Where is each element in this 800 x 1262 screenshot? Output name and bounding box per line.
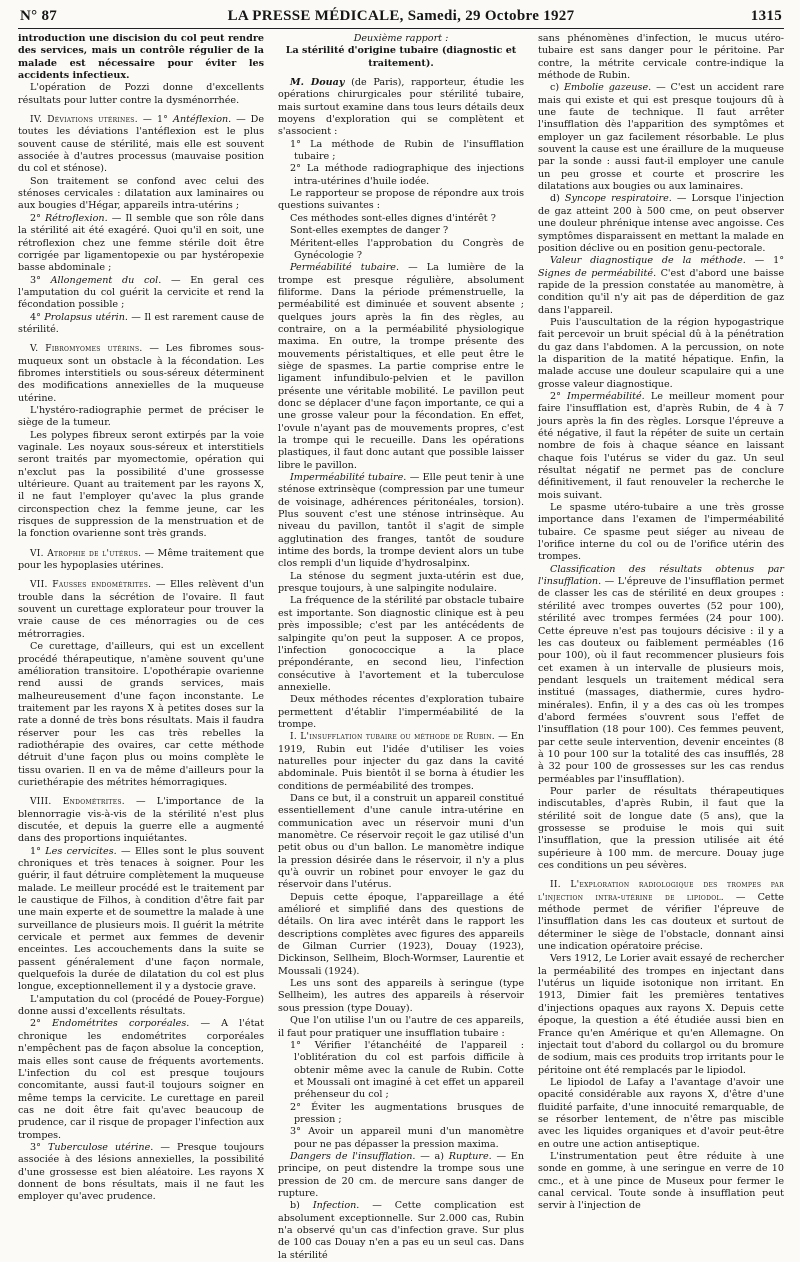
paragraph: b) Infection. — Cette complication est absolument exceptionnelle. Sur 2.000 cas, Rubin n'a observé qu'un cas d'infection grave. Sur plus de 100 cas Douay n'en a pas eu un seul cas. Dans la stérilité <box>278 1200 525 1261</box>
paragraph: Le rapporteur se propose de répondre aux trois questions suivantes : <box>278 188 524 212</box>
section-heading: IV. Déviations utérines. — 1° <box>30 115 174 126</box>
question-item: Sont-elles exemptes de danger ? <box>290 225 449 237</box>
paragraph: Dans ce but, il a construit un appareil constitué essentiellement d'une canule intra-utérine en communication avec un réservoir muni d'un manomètre. Ce réservoir reçoit le gaz utilisé d'un petit obus ou d'un ballon. Le manomètre indique la pression désirée dans le réservoir, il n'y a plus qu'à ouvrir un robinet pour envoyer le gaz du réservoir dans l'utérus. <box>278 792 524 891</box>
paragraph: Le lipiodol de Lafay a l'avantage d'avoir une opacité considérable aux rayons X, d'être d'une fluidité parfaite, d'une innocuité remarquable, de se résorber lentement, de n'être pas miscible avec les liquides organiques et d'avoir peut-être en outre une action antiseptique. <box>538 1076 784 1150</box>
paragraph: Que l'on utilise l'un ou l'autre de ces appareils, il faut pour pratiquer une insufflation tubaire : <box>278 1015 524 1039</box>
paragraph: 1° Les cervicites. — Elles sont le plus souvent chroniques et très tenaces à soigner. Pour les guérir, il faut détruire complètement la muqueuse malade. Le meilleur procédé est le traitement par le caustique de Filhos, à condition d'être fait par une main experte et de soumettre la malade à une surveillance de plusieurs mois. Il guérit la métrite cervicale et permet aux femmes de devenir enceintes. Les accouchements dans la suite se passent généralement d'une façon normale, quelquefois la durée de dilatation du col est plus longue, exceptionnellement il y a dystocie grave. <box>18 845 265 993</box>
paragraph: Pour parler de résultats thérapeutiques indiscutables, d'après Rubin, il faut que la stérilité soit de longue date (5 ans), que la grossesse se produise le mois qui suit l'insufflation, que la pression utilisée ait été supérieure à 100 mm. de mercure. Douay juge ces conditions un peu sévères. <box>538 785 784 872</box>
list-item: 2° Éviter les augmentations brusques de pression ; <box>290 1101 524 1125</box>
section-heading: VII. Fausses endométrites. <box>30 580 152 591</box>
paragraph: Deux méthodes récentes d'exploration tubaire permettent d'établir l'imperméabilité de la trompe. <box>278 694 524 730</box>
paragraph: 3° Tuberculose utérine. — Presque toujours associée à des lésions annexielles, la possibilité d'une grossesse est bien aléatoire. Les rayons X donnent de bons résultats, mais il ne faut les employer qu'avec prudence. <box>18 1141 264 1203</box>
paragraph: Les polypes fibreux seront extirpés par la voie vaginale. Les noyaux sous-séreux et interstitiels seront traités par myomectomie, opération qui n'exclut pas la possibilité d'une grossesse ultérieure. Quant au traitement par les rayons X, il ne faut l'employer qu'avec la plus grande circonspection chez la femme jeune, car les risques de suppression de la menstruation et de la fonction ovarienne sont très grands. <box>18 429 264 540</box>
issue-number: N° 87 <box>20 8 58 24</box>
paragraph: V. Fibromyomes utérins. — Les fibromes sous-muqueux sont un obstacle à la fécondation. Les fibromes interstitiels ou sous-séreux déterminent des modifications annexielles de la muqueuse utérine. <box>18 343 264 404</box>
list-item: 2° La méthode radiographique des injections intra-utérines d'huile iodée. <box>290 163 524 187</box>
paragraph: II. L'exploration radiologique des trompes par l'injection intra-utérine de lipiodol. — Cette méthode permet de vérifier l'épreuve de l'insufflation dans les cas douteux et surtout de déterminer le siège de l'obstacle, donnant ainsi une indication opératoire précise. <box>538 880 784 953</box>
paragraph: Le spasme utéro-tubaire a une très grosse importance dans l'examen de l'imperméabilité tubaire. Ce spasme peut siéger au niveau de l'orifice interne du col ou de l'orifice utérin des trompes. <box>538 502 784 563</box>
column-2 <box>278 33 525 1261</box>
paragraph: introduction une discision du col peut rendre des services, mais un contrôle régulier de la malade est nécessaire pour éviter les accidents infectieux. <box>18 33 264 82</box>
paragraph: IV. Déviations utérines. — 1° Antéflexion. — De toutes les déviations l'antéflexion est le plus souvent cause de stérilité, mais elle est souvent associée à d'autres processus (mauvaise position du col et sténose). <box>18 114 265 175</box>
paragraph: Depuis cette époque, l'appareillage a été amélioré et simplifié dans des questions de détails. On lira avec intérêt dans le rapport les descriptions complètes avec figures des appareils de Gilman Currier (1923), Douay (1923), Dickinson, Sellheim, Bloch-Wormser, Laurentie et Moussali (1924). <box>278 891 524 977</box>
paragraph: I. L'insufflation tubaire ou méthode de Rubin. — En 1919, Rubin eut l'idée d'utiliser les voies naturelles pour injecter du gaz dans la cavité abdominale. Puis bientôt il se borna à étudier les conditions de perméabilité des trompes. <box>278 731 524 792</box>
report-title: La stérilité d'origine tubaire (diagnostic et traitement). <box>285 45 517 69</box>
paragraph: Puis l'auscultation de la région hypogastrique fait percevoir un bruit spécial dû à la pénétration du gaz dans l'abdomen. A la percussion, on note la disparition de la matité hépatique. Enfin, la malade accuse une douleur scapulaire qui a une grosse valeur diagnostique. <box>538 316 784 390</box>
paragraph: c) Embolie gazeuse. — C'est un accident rare mais qui existe et qui est presque toujours dû à une faute de technique. Il faut arrêter l'insufflation dès l'apparition des symptômes et employer un gaz facilement résorbable. Le plus souvent la cause est une éraillure de la muqueuse par la sonde : aussi faut-il employer une canule un peu grosse et courte et proscrire les dilatations aux bougies ou aux laminaires. <box>538 82 784 193</box>
page-number: 1315 <box>750 8 782 24</box>
paragraph: M. Douay (de Paris), rapporteur, étudie les opérations chirurgicales pour stérilité tubaire, mais surtout examine dans tous leurs détails deux moyens d'exploration qui se complètent et s'associent : <box>278 77 524 138</box>
list-item: 3° Avoir un appareil muni d'un manomètre pour ne pas dépasser la pression maxima. <box>290 1126 524 1150</box>
journal-title: LA PRESSE MÉDICALE, Samedi, 29 Octobre 1927 <box>227 8 575 24</box>
section-heading: VIII. Endométrites. <box>30 797 125 808</box>
list-item: 1° La méthode de Rubin de l'insufflation tubaire ; <box>290 138 524 163</box>
paragraph: 2° Imperméabilité. Le meilleur moment pour faire l'insufflation est, d'après Rubin, de 4 à 7 jours après la fin des règles. Lorsque l'épreuve a été négative, il faut la répéter de suite un certain nombre de fois à chaque séance en laissant chaque fois l'utérus se vider du gaz. Un seul résultat négatif ne permet pas de conclure définitivement, il faut renouveler la recherche le mois suivant. <box>538 390 784 501</box>
question-item: Méritent-elles l'approbation du Congrès de Gynécologie ? <box>290 237 524 261</box>
paragraph: Perméabilité tubaire. — La lumière de la trompe est presque régulière, absolument filiforme. Dans la période prémenstruelle, la perméabilité est diminuée et souvent absente ; quelques jours après la fin des règles, au contraire, on a la perméabilité physiologique maxima. En outre, la trompe présente des mouvements péristaltiques, et elle peut être le siège de spasmes. La partie comprise entre le ligament infundibulo-pelvien et le pavillon présente une véritable mobilité. Le pavillon peut donc se déplacer d'une façon importante, ce qui a une grosse valeur pour la fécondation. En effet, l'ovule n'ayant pas de mouvements propres, c'est la trompe qui le recueille. Dans les opérations plastiques, il faut donc autant que possible laisser libre le pavillon. <box>278 262 524 471</box>
column-1 <box>18 33 265 1203</box>
paragraph: Ce curettage, d'ailleurs, qui est un excellent procédé thérapeutique, n'amène souvent qu'une amélioration transitoire. L'opothérapie ovarienne rend aussi de grands services, mais malheureusement d'une façon inconstante. Le traitement par les rayons X à petites doses sur la rate a donné de très bons résultats. Mais il faudra réserver pour les cas très rebelles la radiothérapie des ovaires, car cette méthode détruit d'une façon plus ou moins complète le tissu ovarien. Il en va de même d'ailleurs pour la curiethérapie des métrites hémorragiques. <box>18 641 264 788</box>
page-header <box>18 6 784 29</box>
paragraph: Classification des résultats obtenus par l'insufflation. — L'épreuve de l'insufflation permet de classer les cas de stérilité en deux groupes : stérilité avec trompes ouvertes (52 pour 100), stérilité avec trompes fermées (24 pour 100). Cette épreuve n'est pas toujours décisive : il y a les cas douteux ou faiblement perméables (16 pour 100), où il faut recommencer plusieurs fois cet examen à un intervalle de plusieurs mois, pendant lesquels un traitement médical sera institué (massages, diathermie, cures hydro-minérales). Enfin, il y a des cas où les trompes d'abord fermées s'ouvrent sous l'effet de l'insufflation (18 pour 100). Ces femmes peuvent, par cette seule intervention, devenir enceintes (8 à 10 pour 100 sur la totalité des cas insufflés, 28 à 32 pour 100 de grossesses sur les cas rendus perméables par l'insufflation). <box>538 563 784 785</box>
paragraph: L'amputation du col (procédé de Pouey-Forgue) donne aussi d'excellents résultats. <box>18 993 264 1018</box>
paragraph: VII. Fausses endométrites. — Elles relèvent d'un trouble dans la sécrétion de l'ovaire. Il faut souvent un curettage explorateur pour trouver la vraie cause de ces ménorragies ou de ces métrorragies. <box>18 579 265 640</box>
list-item: 1° Vérifier l'étanchéité de l'appareil : l'oblitération du col est parfois difficile à obtenir même avec la canule de Rubin. Cotte et Moussali ont imaginé à cet effet un appareil préhenseur du col ; <box>290 1039 524 1101</box>
section-heading: II. L'exploration radiologique des trompes par l'injection intra-utérine de lipiodol. <box>538 880 784 903</box>
section-heading: V. Fibromyomes utérins. <box>30 344 143 355</box>
paragraph: 2° Endométrites corporéales. — A l'état chronique les endométrites corporéales n'empêchent pas de façon absolue la conception, mais elles sont cause de fréquents avortements. L'infection du col est presque toujours concomitante, aussi faut-il toujours soigner en même temps la cervicite. Le curettage en pareil cas ne doit être fait qu'avec beaucoup de prudence, car il risque de propager l'infection aux trompes. <box>18 1018 264 1141</box>
paragraph: Dangers de l'insufflation. — a) Rupture. — En principe, on peut distendre la trompe sous une pression de 20 cm. de mercure sans danger de rupture. <box>278 1150 525 1199</box>
paragraph: La sténose du segment juxta-utérin est due, presque toujours, à une salpingite nodulaire. <box>278 570 524 595</box>
paragraph: L'instrumentation peut être réduite à une sonde en gomme, à une seringue en verre de 10 cmc., et à une pince de Museux pour fermer le canal cervical. Toute sonde à insufflation peut servir à l'injection de <box>538 1150 784 1212</box>
paragraph: 4° Prolapsus utérin. — Il est rarement cause de stérilité. <box>18 311 265 335</box>
article-body <box>18 33 785 1261</box>
paragraph: Vers 1912, Le Lorier avait essayé de rechercher la perméabilité des trompes en injectant dans l'utérus un liquide isotonique non irritant. En 1913, Dimier fait les premières tentatives d'injections opaques aux rayons X. Depuis cette époque, la question a été étudiée aussi bien en France qu'en Amérique et qu'en Allemagne. On injectait tout d'abord du collargol ou du bromure de sodium, mais ces produits trop irritants pour le péritoine ont été remplacés par le lipiodol. <box>538 953 784 1076</box>
paragraph: Imperméabilité tubaire. — Elle peut tenir à une sténose extrinsèque (compression par une tumeur de voisinage, adhérences péritonéales, torsion). Plus souvent c'est une sténose intrinsèque. Au niveau du pavillon, tantôt il s'agit de simple agglutination des franges, tantôt de soudure intime des bords, la trompe devient alors un tube clos rempli d'un liquide d'hydrosalpinx. <box>278 472 524 570</box>
paragraph: Valeur diagnostique de la méthode. — 1° Signes de perméabilité. C'est d'abord une baisse rapide de la pression constatée au manomètre, à condition qu'il n'y ait pas de déperdition de gaz dans l'appareil. <box>538 255 785 316</box>
question-item: Ces méthodes sont-elles dignes d'intérêt ? <box>290 212 496 224</box>
paragraph: Les uns sont des appareils à seringue (type Sellheim), les autres des appareils à réservoir sous pression (type Douay). <box>278 978 524 1014</box>
author-name: M. Douay <box>290 77 345 89</box>
paragraph: L'opération de Pozzi donne d'excellents résultats pour lutter contre la dysménorrhée. <box>18 82 264 106</box>
section-heading: VI. Atrophie de l'utérus. <box>30 548 142 559</box>
paragraph: 2° Rétroflexion. — Il semble que son rôle dans la stérilité ait été exagéré. Quoi qu'il en soit, une rétroflexion chez une femme stérile doit être corrigée par ligamentopexie ou par hystéropexie basse abdominale ; <box>18 212 264 274</box>
paragraph: VI. Atrophie de l'utérus. — Même traitement que pour les hypoplasies utérines. <box>18 547 265 572</box>
column-3 <box>538 33 785 1212</box>
paragraph: VIII. Endométrites. — L'importance de la blennorragie vis-à-vis de la stérilité n'est plus discutée, et depuis la guerre elle a augmenté dans des proportions inquiétantes. <box>18 796 264 845</box>
paragraph: sans phénomènes d'infection, le mucus utéro-tubaire est sans danger pour le péritoine. Par contre, la métrite cervicale contre-indique la méthode de Rubin. <box>538 33 784 82</box>
paragraph: Son traitement se confond avec celui des sténoses cervicales : dilatation aux laminaires ou aux bougies d'Hégar, appareils intra-utérins ; <box>18 175 264 212</box>
paragraph: 3° Allongement du col. — En geral ces l'amputation du col guérit la cervicite et rend la fécondation possible ; <box>18 274 264 311</box>
paragraph: d) Syncope respiratoire. — Lorsque l'injection de gaz atteint 200 à 500 cme, on peut observer une douleur phrénique intense avec angoisse. Ces symptômes disparaissent en mettant la malade en position déclive ou en position genu-pectorale. <box>538 193 784 254</box>
section-heading: I. L'insufflation tubaire ou méthode de Rubin. <box>290 732 495 743</box>
paragraph: La fréquence de la stérilité par obstacle tubaire est importante. Son diagnostic clinique est à peu près impossible; c'est par les antécédents de salpingite qu'on peut la supposer. A ce propos, l'infection gonococcique a la place prépondérante, en second lieu, l'infection consécutive à l'avortement et la tuberculose annexielle. <box>278 595 524 693</box>
report-kicker: Deuxième rapport : <box>353 33 449 44</box>
paragraph: L'hystéro-radiographie permet de préciser le siège de la tumeur. <box>18 404 264 429</box>
